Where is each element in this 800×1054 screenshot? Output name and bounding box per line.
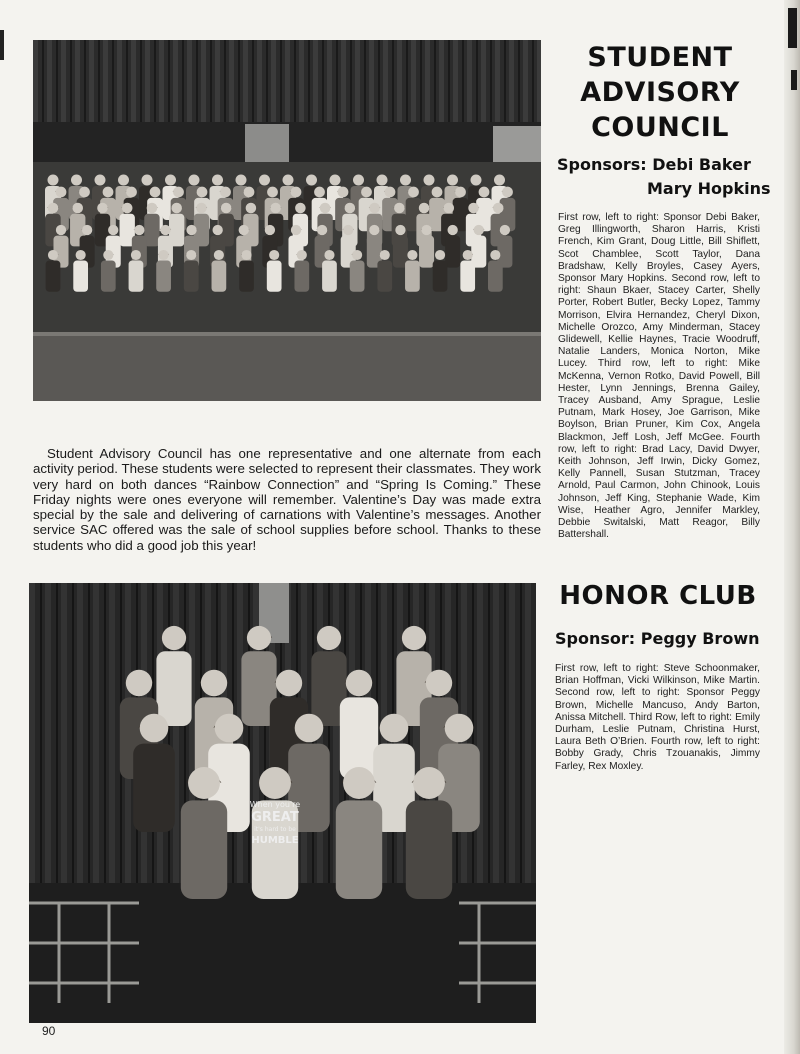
person-head [79, 187, 90, 198]
binding-mark [788, 8, 797, 48]
person-head [468, 203, 479, 214]
person-head [265, 225, 275, 235]
person-body [340, 697, 378, 779]
person-head [447, 225, 457, 235]
person-body [350, 261, 365, 292]
person-body [294, 261, 309, 292]
person-head [126, 670, 152, 696]
person-head [186, 250, 196, 260]
person-head [353, 175, 364, 186]
person-head [56, 225, 66, 235]
person-head [343, 767, 375, 799]
person-head [48, 250, 58, 260]
person-head [147, 203, 158, 214]
person-head [445, 714, 474, 743]
person-head [297, 250, 307, 260]
person-head [270, 203, 281, 214]
person-body [336, 800, 382, 899]
person-head [241, 250, 251, 260]
person-head [122, 203, 133, 214]
heading-line: COUNCIL [591, 112, 729, 143]
page-edge [784, 0, 800, 1054]
person-head [162, 626, 186, 650]
person-head [361, 187, 372, 198]
person-head [126, 187, 137, 198]
person-body [46, 261, 61, 292]
person-head [212, 225, 222, 235]
person-head [239, 225, 249, 235]
person-head [72, 203, 83, 214]
person-head [426, 670, 452, 696]
person-body [460, 261, 475, 292]
person-body [322, 261, 337, 292]
person-head [220, 187, 231, 198]
council-sponsors-line-1 [557, 155, 751, 174]
person-head [408, 187, 419, 198]
honor-club-photo-drawing [29, 583, 536, 1023]
person-head [369, 203, 380, 214]
person-body [405, 261, 420, 292]
person-head [189, 175, 200, 186]
person-body [133, 744, 175, 832]
person-body [419, 236, 434, 268]
person-head [444, 203, 455, 214]
person-head [188, 767, 220, 799]
council-members [45, 175, 515, 292]
person-head [317, 225, 327, 235]
person-head [214, 250, 224, 260]
person-head [56, 187, 67, 198]
person-head [267, 187, 278, 198]
person-head [165, 175, 176, 186]
person-head [269, 250, 279, 260]
person-head [48, 203, 59, 214]
person-body [181, 800, 227, 899]
sponsor-label: Sponsor: [555, 629, 636, 648]
person-head [320, 203, 331, 214]
person-head [108, 225, 118, 235]
person-head [160, 225, 170, 235]
person-head [421, 225, 431, 235]
person-body [156, 651, 191, 726]
person-head [291, 225, 301, 235]
student-council-photo-drawing [33, 40, 541, 401]
person-head [380, 250, 390, 260]
person-head [395, 225, 405, 235]
person-head [246, 203, 257, 214]
council-sponsors-line-2 [647, 179, 770, 198]
person-body [377, 261, 392, 292]
sponsor-name: Debi Baker [652, 155, 751, 174]
person-head [212, 175, 223, 186]
person-head [82, 225, 92, 235]
person-head [343, 225, 353, 235]
person-head [134, 225, 144, 235]
person-head [385, 187, 396, 198]
sponsor-name: Peggy Brown [640, 629, 760, 648]
person-head [97, 203, 108, 214]
person-head [196, 203, 207, 214]
person-head [490, 250, 500, 260]
student-council-body: Student Advisory Council has one representative and one alternate from each activity period. These students were selected to represent their classmates. They work very hard on both dances “Rainbow Connection” and “Spring Is Coming.” These Friday nights were ones everyone will remember. Valentine’s Day was made extra special by the sale and delivering of carnations with Valentine’s messages. Another service SAC offered was the sale of school supplies before school. Thanks to these students who did a good job this year! [33, 446, 541, 553]
person-head [283, 175, 294, 186]
shirt-line: it's hard to be [254, 826, 296, 833]
person-head [103, 187, 114, 198]
honor-club-heading: HONOR CLUB [559, 581, 757, 611]
person-head [463, 250, 473, 260]
person-body [73, 261, 88, 292]
person-head [494, 175, 505, 186]
honor-club-sponsor-line [555, 629, 759, 648]
person-head [95, 175, 106, 186]
person-head [236, 175, 247, 186]
person-head [306, 175, 317, 186]
person-head [314, 187, 325, 198]
person-head [150, 187, 161, 198]
person-head [479, 187, 490, 198]
person-head [500, 225, 510, 235]
person-head [103, 250, 113, 260]
person-head [291, 187, 302, 198]
person-head [352, 250, 362, 260]
person-head [369, 225, 379, 235]
student-council-caption: First row, left to right: Sponsor Debi Baker, Greg Illingworth, Sharon Harris, Kristi French, Kim Grant, Doug Little, Bill Shiflett, Scot Chamblee, Scott Taylor, Dana Bradshaw, Kelly Broyles, Casey Ayers, Sponsor Mary Hopkins. Second row, left to right: Shaun Bkaer, Stacey Carter, Shelly Porter, Robert Butler, Becky Lopez, Tammy Morrison, Elvira Hernandez, Cheryl Dixon, Michelle Orozco, Amy Minderman, Stacey Glidewell, Kellie Haynes, Tracie Woodruff, Natalie Landers, Monica Norton, Mike Lucey. Third row, left to right: Mike McKenna, Vernon Rotko, David Powell, Bill Hester, Lynn Jennings, Brenna Gailey, Tracey Ausband, Amy Sprague, Leslie Putnam, Mark Hosey, Joe Garrison, Mike Boylson, Brian Pruner, Kim Cox, Angela Blackmon, Jeff Losh, Jeff McGee. Fourth row, left to right: Brad Lacy, David Dwyer, Keith Johnson, Jeff Irwin, Dicky Gomez, Kelly Pannell, Susan Stutzman, Tracey Arnold, Paul Carmon, John Chinook, Louis Johnson, Jeff King, Stephanie Wade, Kim Wise, Heather Agro, Jennifer Markley, Debbie Switalski, Matt Reagor, Billy Battershall. [558, 212, 760, 541]
person-head [159, 250, 169, 260]
person-head [295, 203, 306, 214]
person-head [394, 203, 405, 214]
person-head [447, 175, 458, 186]
person-head [259, 175, 270, 186]
shirt-line: HUMBLE [251, 835, 299, 846]
person-head [346, 670, 372, 696]
person-body [406, 800, 452, 899]
person-head [247, 626, 271, 650]
person-head [502, 187, 513, 198]
person-head [76, 250, 86, 260]
person-head [276, 670, 302, 696]
page-number: 90 [42, 1024, 56, 1038]
person-head [244, 187, 255, 198]
person-head [419, 203, 430, 214]
person-head [471, 175, 482, 186]
person-body [184, 261, 199, 292]
person-head [345, 203, 356, 214]
person-head [435, 250, 445, 260]
binding-mark [791, 70, 797, 90]
honor-club-caption: First row, left to right: Steve Schoonmaker, Brian Hoffman, Vicki Wilkinson, Mike Martin. Second row, left to right: Sponsor Peggy Brown, Michelle Mancuso, Andy Barton, Anissa Mitchell. Third Row, left to right: Emily Durham, Leslie Putnam, Christina Hurst, Laura Beth O’Brien. Fourth row, left to right: Bobby Grady, Chris Tzouanakis, Jimmy Farley, Rex Moxley. [555, 663, 760, 772]
person-head [317, 626, 341, 650]
shirt-line: GREAT [251, 810, 299, 825]
person-head [295, 714, 324, 743]
student-council-photo [33, 40, 541, 401]
person-head [197, 187, 208, 198]
person-head [71, 175, 82, 186]
person-body [239, 261, 254, 292]
person-head [338, 187, 349, 198]
person-body [433, 261, 448, 292]
person-head [140, 714, 169, 743]
person-head [171, 203, 182, 214]
person-head [201, 670, 227, 696]
person-head [259, 767, 291, 799]
person-body [488, 261, 503, 292]
person-body [445, 236, 460, 268]
heading-line: STUDENT [587, 42, 733, 73]
heading-line: ADVISORY [580, 77, 740, 108]
person-head [221, 203, 232, 214]
person-body [129, 261, 144, 292]
person-head [400, 175, 411, 186]
binding-mark [0, 30, 4, 60]
honor-club-photo [29, 583, 536, 1023]
person-body [267, 261, 282, 292]
person-body [101, 261, 116, 292]
person-head [407, 250, 417, 260]
person-head [330, 175, 341, 186]
person-head [455, 187, 466, 198]
person-head [432, 187, 443, 198]
person-head [380, 714, 409, 743]
person-body [212, 261, 227, 292]
person-head [131, 250, 141, 260]
person-head [186, 225, 196, 235]
person-head [142, 175, 153, 186]
person-head [215, 714, 244, 743]
humble-shirt-text [250, 800, 301, 846]
person-body [156, 261, 171, 292]
shirt-line: When you're [249, 800, 301, 809]
person-head [402, 626, 426, 650]
person-head [377, 175, 388, 186]
person-head [118, 175, 129, 186]
student-council-heading [560, 40, 760, 145]
sponsor-name: Mary Hopkins [647, 179, 771, 198]
person-head [48, 175, 59, 186]
person-head [424, 175, 435, 186]
person-head [493, 203, 504, 214]
person-head [324, 250, 334, 260]
person-head [173, 187, 184, 198]
person-head [413, 767, 445, 799]
sponsors-label: Sponsors: [557, 155, 647, 174]
person-head [474, 225, 484, 235]
